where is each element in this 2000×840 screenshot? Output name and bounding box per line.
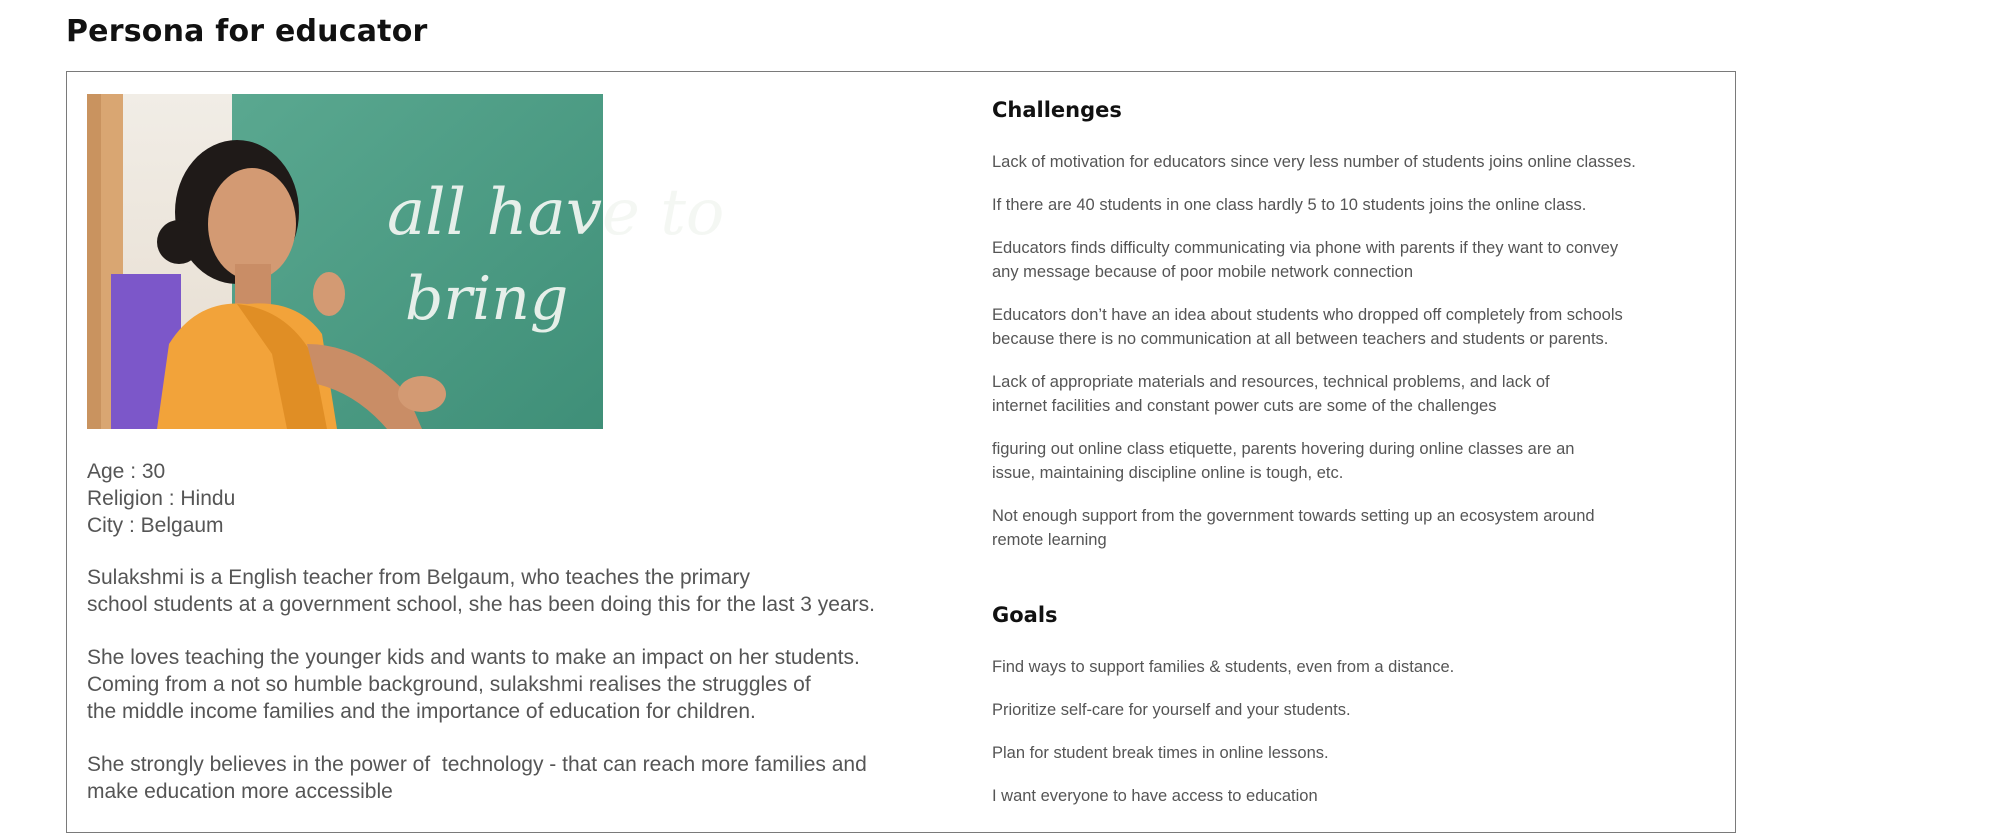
challenge-text: remote learning (992, 531, 1107, 549)
goals-list (992, 655, 1454, 808)
bio-paragraph (87, 751, 875, 805)
challenges-heading: Challenges (992, 98, 1122, 122)
challenge-text: Educators don’t have an idea about students who dropped off completely from schools (992, 306, 1623, 324)
goal-item (992, 784, 1454, 808)
goal-item (992, 698, 1454, 722)
bio-line: She strongly believes in the power of technology - that can reach more families and (87, 753, 867, 776)
challenge-item (992, 303, 1636, 351)
challenge-item (992, 193, 1636, 217)
profile-age: Age : 30 (87, 460, 166, 483)
goal-text: I want everyone to have access to education (992, 787, 1318, 805)
bio-line: the middle income families and the importance of education for children. (87, 700, 756, 723)
goal-item (992, 741, 1454, 765)
bio-line: school students at a government school, she has been doing this for the last 3 years. (87, 593, 875, 616)
challenges-list (992, 150, 1636, 552)
profile-religion: Religion : Hindu (87, 487, 236, 510)
challenge-item (992, 370, 1636, 418)
bio-paragraph (87, 644, 875, 725)
profile-details (87, 458, 235, 539)
bio-line: She loves teaching the younger kids and wants to make an impact on her students. (87, 646, 860, 669)
challenge-item (992, 236, 1636, 284)
goal-item (992, 655, 1454, 679)
challenge-text: any message because of poor mobile network connection (992, 263, 1413, 281)
goal-text: Plan for student break times in online lessons. (992, 744, 1329, 762)
challenge-item (992, 437, 1636, 485)
educator-photo (87, 94, 725, 429)
challenge-text: Not enough support from the government towards setting up an ecosystem around (992, 507, 1595, 525)
chalk-writing-line2: bring (405, 264, 569, 334)
challenge-text: Lack of motivation for educators since very less number of students joins online classes. (992, 153, 1636, 171)
goal-text: Find ways to support families & students, even from a distance. (992, 658, 1455, 676)
challenge-text: Educators finds difficulty communicating via phone with parents if they want to convey (992, 239, 1619, 257)
profile-city: City : Belgaum (87, 514, 224, 537)
page-title: Persona for educator (66, 14, 428, 49)
challenge-text: internet facilities and constant power cuts are some of the challenges (992, 397, 1497, 415)
bio-line: Sulakshmi is a English teacher from Belgaum, who teaches the primary (87, 566, 750, 589)
challenge-text: because there is no communication at all between teachers and students or parents. (992, 330, 1609, 348)
persona-bio (87, 564, 875, 831)
goal-text: Prioritize self-care for yourself and your students. (992, 701, 1351, 719)
challenge-item (992, 504, 1636, 552)
challenge-text: Lack of appropriate materials and resources, technical problems, and lack of (992, 373, 1550, 391)
challenge-text: figuring out online class etiquette, parents hovering during online classes are an (992, 440, 1575, 458)
challenge-item (992, 150, 1636, 174)
challenge-text: issue, maintaining discipline online is tough, etc. (992, 464, 1344, 482)
bio-line: Coming from a not so humble background, sulakshmi realises the struggles of (87, 673, 811, 696)
bio-line: make education more accessible (87, 780, 393, 803)
goals-heading: Goals (992, 603, 1058, 627)
challenge-text: If there are 40 students in one class hardly 5 to 10 students joins the online class. (992, 196, 1587, 214)
chalk-writing-line1: all have to (387, 176, 725, 250)
bio-paragraph (87, 564, 875, 618)
